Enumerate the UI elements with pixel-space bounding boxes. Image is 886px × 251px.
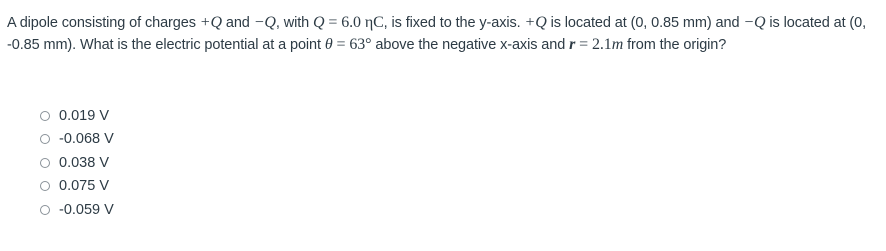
answer-option[interactable]	[40, 128, 114, 152]
math-charge-value: Q = 6.0 ηC	[313, 14, 384, 31]
question-text: A dipole consisting of charges +Q and −Q, with Q = 6.0 ηC, is fixed to the y-axis. +Q is located at (0, 0.85 mm) and −Q is located at (0, -0.85 mm). What is the electric potential at a point θ = 63° above the negative x-axis and r = 2.1m from the origin?	[7, 14, 867, 53]
math-plus-q-2: +Q	[524, 14, 547, 31]
answer-label: 0.075 V	[59, 178, 109, 195]
answer-options	[40, 104, 114, 222]
answer-label: -0.068 V	[59, 131, 114, 148]
math-radius: r = 2.1m	[569, 36, 624, 53]
math-minus-q: −Q	[253, 14, 276, 31]
answer-option[interactable]	[40, 175, 114, 199]
radio-button[interactable]	[40, 205, 50, 215]
answer-label: -0.059 V	[59, 201, 114, 218]
answer-option[interactable]	[40, 198, 114, 222]
answer-option[interactable]	[40, 104, 114, 128]
answer-option[interactable]	[40, 151, 114, 175]
radio-button[interactable]	[40, 181, 50, 191]
answer-label: 0.019 V	[59, 107, 109, 124]
radio-button[interactable]	[40, 158, 50, 168]
math-plus-q: +Q	[199, 14, 222, 31]
answer-label: 0.038 V	[59, 154, 109, 171]
math-theta: θ = 63°	[324, 36, 372, 53]
radio-button[interactable]	[40, 134, 50, 144]
math-minus-q-2: −Q	[743, 14, 766, 31]
radio-button[interactable]	[40, 111, 50, 121]
